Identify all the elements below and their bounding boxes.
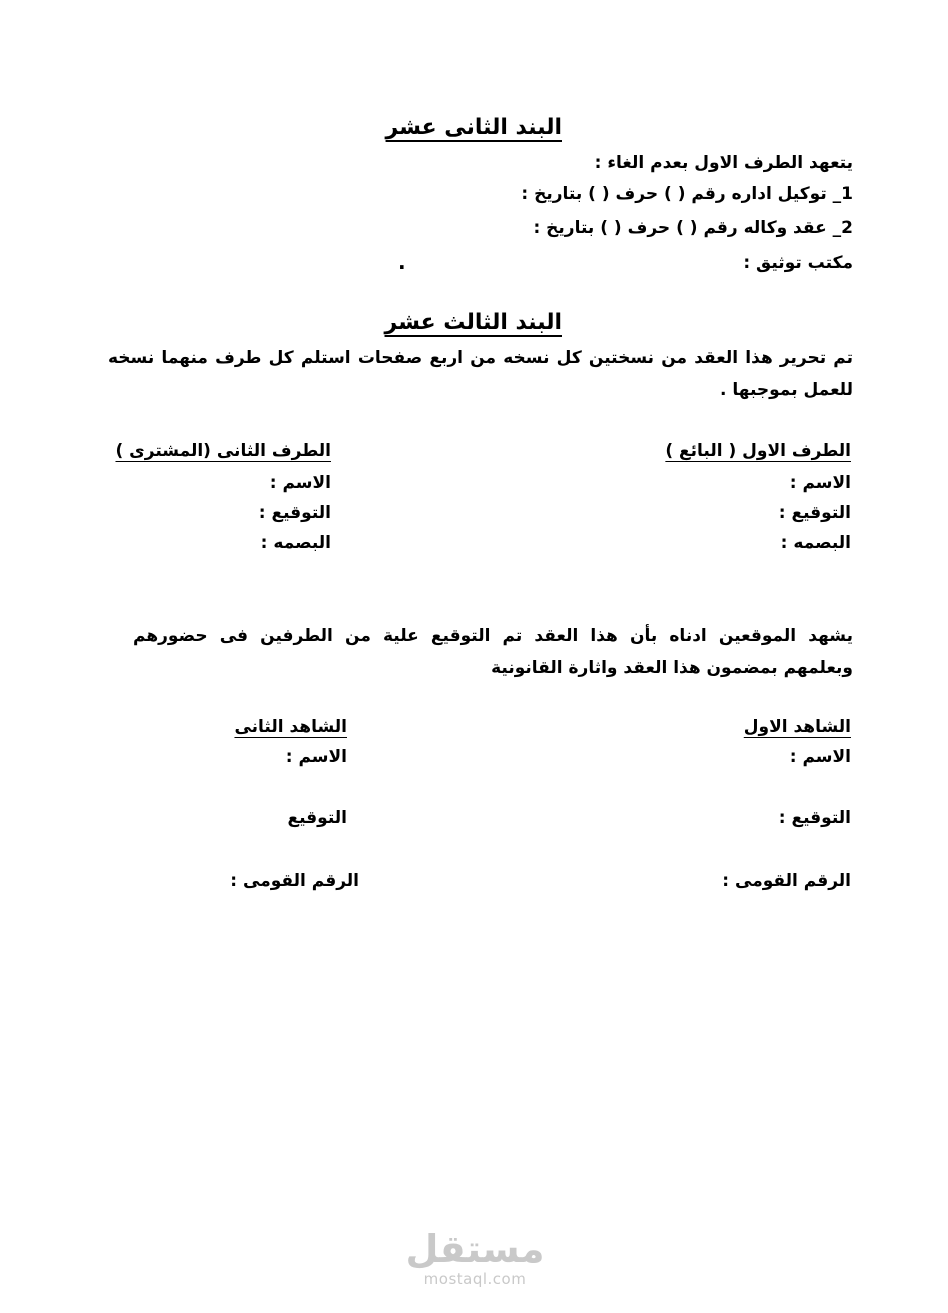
second-party-title: الطرف الثانى (المشترى ) [115,441,331,461]
clause-12-intro: يتعهد الطرف الاول بعدم الغاء : [594,153,853,173]
clause-12-heading: البند الثانى عشر [385,115,562,140]
second-party-fingerprint-label: البصمه : [260,533,331,553]
first-party-title: الطرف الاول ( البائع ) [665,441,851,461]
second-witness-national-id-label: الرقم القومى : [230,871,359,891]
second-witness-title: الشاهد الثانى [234,717,347,737]
mostaql-watermark [405,1228,545,1288]
clause-12-dot: . [398,250,406,274]
first-party-name-label: الاسم : [789,473,851,493]
second-witness-name-label: الاسم : [285,747,347,767]
clause-12-item-2: 2_ عقد وكاله رقم ( ) حرف ( ) بتاريخ : [533,218,853,238]
first-witness-title: الشاهد الاول [743,717,851,737]
second-party-signature-label: التوقيع : [258,503,331,523]
clause-12-office: مكتب توثيق : [743,253,853,273]
clause-13-heading: البند الثالث عشر [384,310,562,335]
first-party-signature-label: التوقيع : [778,503,851,523]
mostaql-logo: مستقل [405,1227,545,1271]
first-witness-national-id-label: الرقم القومى : [722,871,851,891]
second-party-name-label: الاسم : [269,473,331,493]
clause-13-paragraph: تم تحرير هذا العقد من نسختين كل نسخه من اربع صفحات استلم كل طرف منهما نسخه للعمل بموجبها . [108,348,853,400]
first-witness-name-label: الاسم : [789,747,851,767]
mostaql-url: mostaql.com [423,1270,527,1288]
second-witness-signature-label: التوقيع [287,808,347,828]
witness-statement: يشهد الموقعين ادناه بأن هذا العقد تم التوقيع علية من الطرفين فى حضورهم وبعلمهم بمضمون هذا العقد واثارة القانونية [133,626,853,678]
first-witness-signature-label: التوقيع : [778,808,851,828]
clause-12-item-1: 1_ توكيل اداره رقم ( ) حرف ( ) بتاريخ : [521,184,853,204]
first-party-fingerprint-label: البصمه : [780,533,851,553]
